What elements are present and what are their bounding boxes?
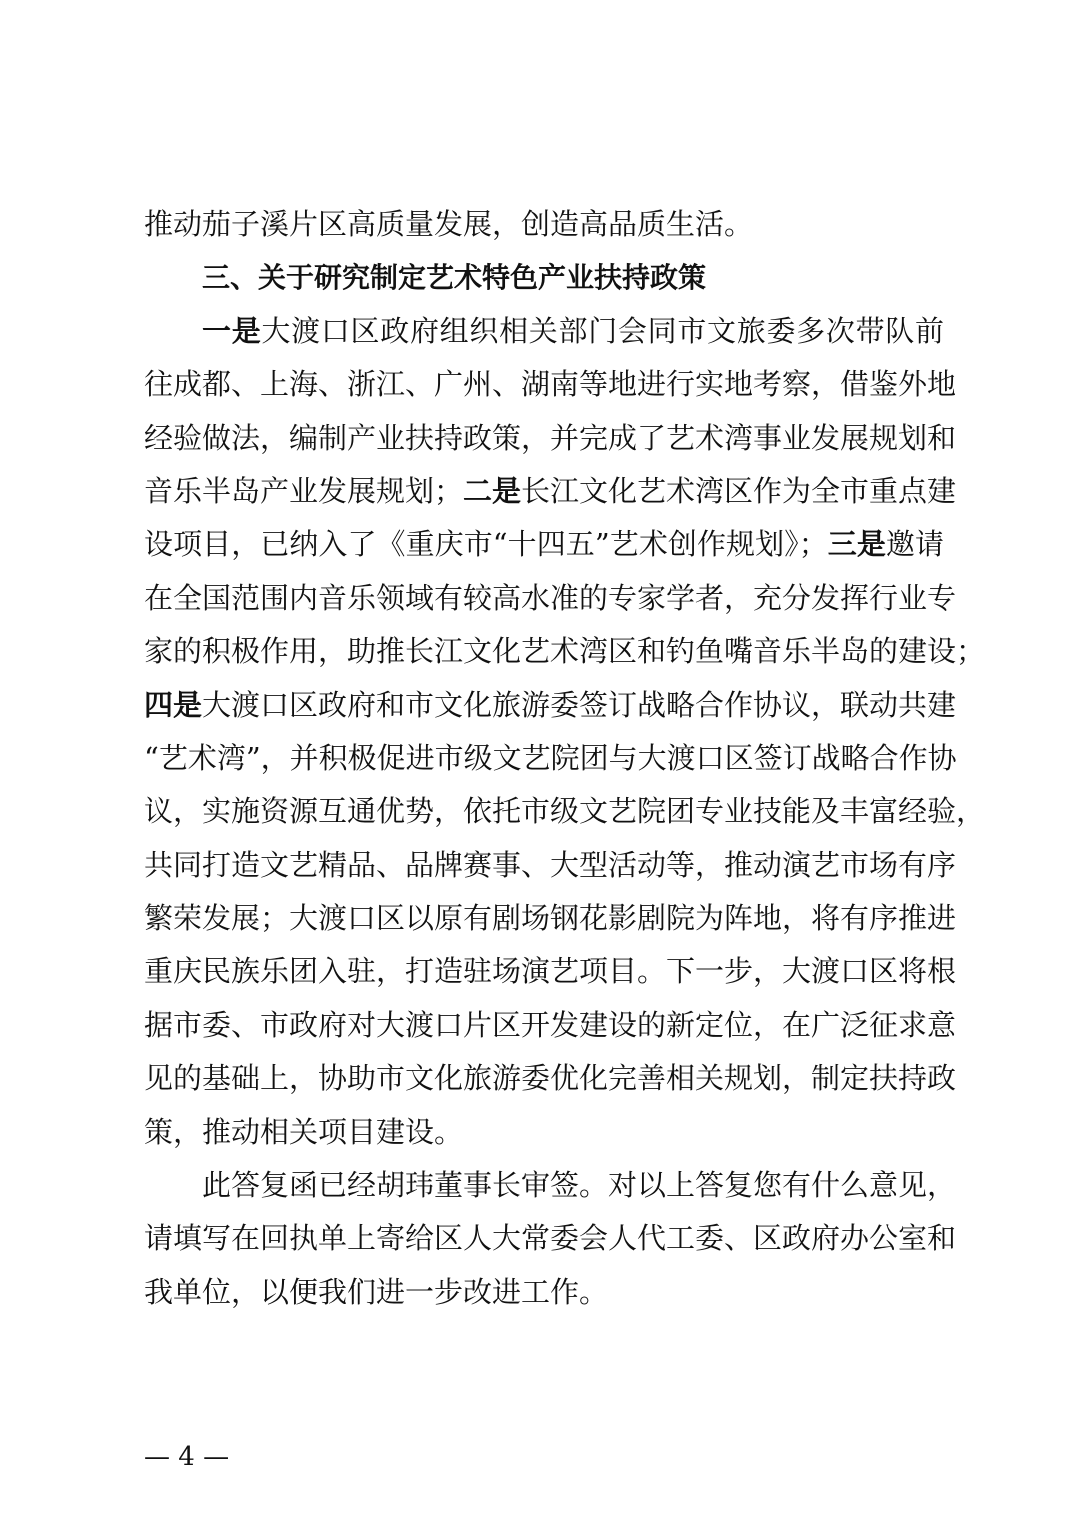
page-number: — 4 — — [144, 1442, 230, 1472]
body-line — [144, 945, 957, 998]
body-line — [144, 679, 957, 732]
body-line — [144, 518, 944, 571]
body-text: 此答复函已经胡玮董事长审签。对以上答复您有什么意见， — [202, 1168, 957, 1203]
body-text: 共同打造文艺精品、品牌赛事、大型活动等，推动演艺市场有序 — [144, 847, 957, 882]
body-text: 重庆民族乐团入驻，打造驻场演艺项目。下一步，大渡口区将根 — [144, 954, 957, 989]
body-line — [144, 839, 957, 892]
body-line — [144, 305, 944, 358]
closing-line — [144, 1266, 944, 1319]
body-text: 见的基础上，协助市文化旅游委优化完善相关规划，制定扶持政 — [144, 1061, 957, 1096]
body-line — [144, 358, 957, 411]
document-body — [144, 198, 986, 1319]
section-heading — [144, 251, 944, 304]
body-text: 家的积极作用，助推长江文化艺术湾区和钓鱼嘴音乐半岛的建设； — [144, 634, 986, 669]
body-text: 经验做法，编制产业扶持政策，并完成了艺术湾事业发展规划和 — [144, 420, 957, 455]
closing-line — [144, 1159, 957, 1212]
body-text: 推动茄子溪片区高质量发展，创造高品质生活。 — [144, 207, 754, 241]
body-line — [144, 785, 986, 838]
body-text: 大渡口区政府组织相关部门会同市文旅委多次带队前 — [261, 313, 944, 348]
body-line — [144, 465, 957, 518]
body-line — [144, 1106, 944, 1159]
body-line — [144, 572, 957, 625]
body-text: 议，实施资源互通优势，依托市级文艺院团专业技能及丰富经验， — [144, 794, 986, 829]
body-text: 长江文化艺术湾区作为全市重点建 — [521, 473, 957, 508]
body-text: 邀请 — [885, 527, 944, 562]
closing-line — [144, 1212, 957, 1265]
body-line — [144, 198, 944, 251]
item-marker: 一是 — [202, 313, 262, 348]
body-text: 请填写在回执单上寄给区人大常委会人代工委、区政府办公室和 — [144, 1221, 957, 1256]
body-line — [144, 892, 957, 945]
body-text: 往成都、上海、浙江、广州、湖南等地进行实地考察，借鉴外地 — [144, 367, 957, 402]
body-text: 我单位，以便我们进一步改进工作。 — [144, 1274, 609, 1309]
body-text: “艺术湾”，并积极促进市级文艺院团与大渡口区签订战略合作协 — [144, 740, 957, 775]
body-text: 音乐半岛产业发展规划； — [144, 473, 464, 508]
body-text: 大渡口区政府和市文化旅游委签订战略合作协议，联动共建 — [202, 687, 957, 722]
body-text: 策，推动相关项目建设。 — [144, 1114, 464, 1149]
body-line — [144, 732, 957, 785]
body-text: 据市委、市政府对大渡口片区开发建设的新定位，在广泛征求意 — [144, 1007, 957, 1042]
body-text: 在全国范围内音乐领域有较高水准的专家学者，充分发挥行业专 — [144, 580, 957, 615]
item-marker: 三是 — [827, 527, 886, 562]
item-marker: 四是 — [144, 687, 203, 722]
section-heading-text: 三、关于研究制定艺术特色产业扶持政策 — [202, 261, 707, 295]
body-text: 设项目，已纳入了《重庆市“十四五”艺术创作规划》； — [144, 527, 828, 562]
body-line — [144, 625, 986, 678]
body-line — [144, 999, 957, 1052]
body-text: 繁荣发展；大渡口区以原有剧场钢花影剧院为阵地，将有序推进 — [144, 901, 957, 936]
item-marker: 二是 — [463, 473, 522, 508]
body-line — [144, 412, 957, 465]
body-line — [144, 1052, 957, 1105]
